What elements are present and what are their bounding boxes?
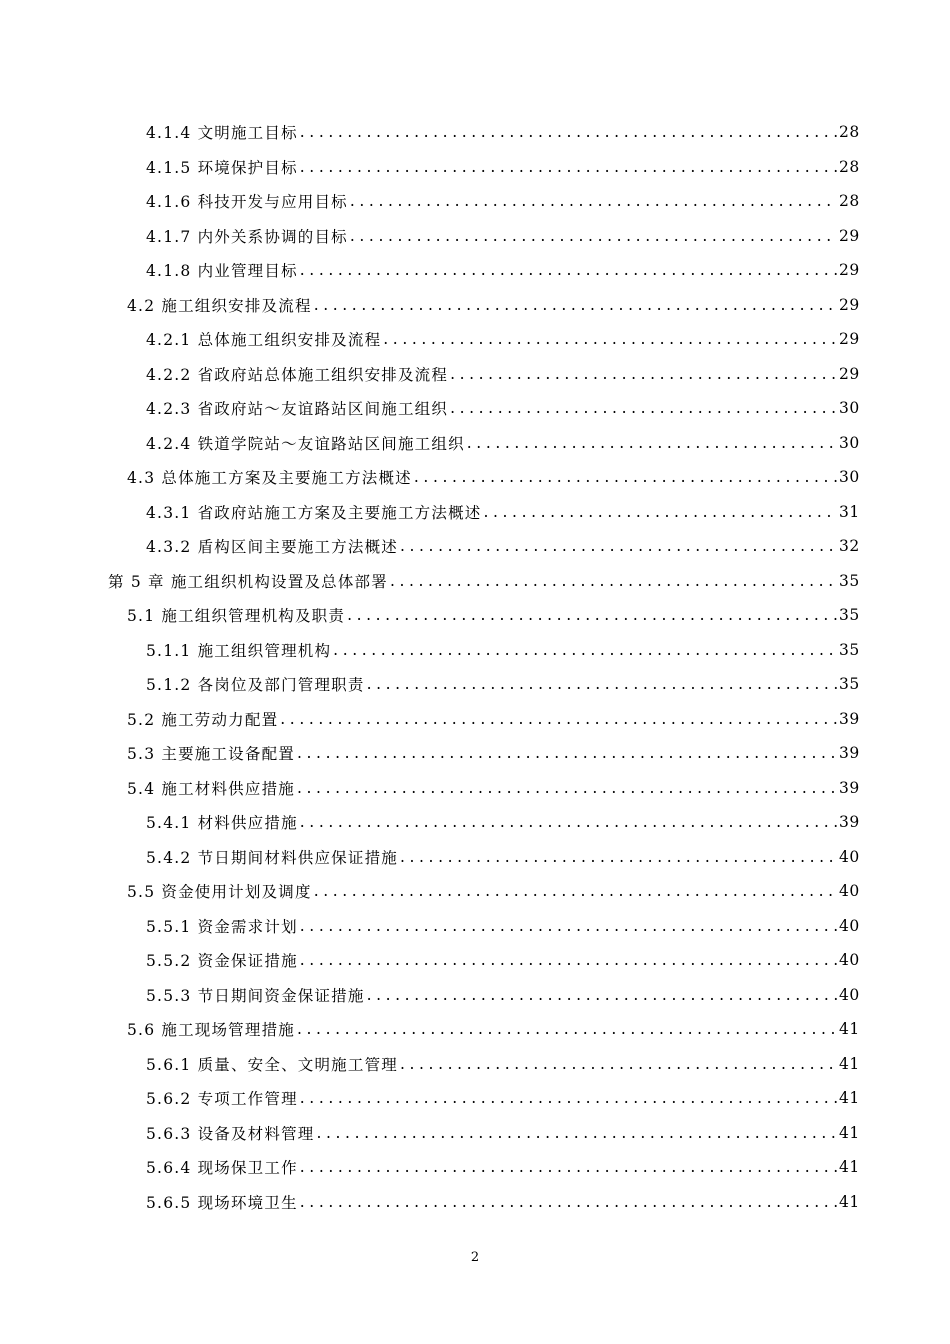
toc-entry-title: 4.3.2 盾构区间主要施工方法概述	[146, 538, 398, 557]
toc-entry-title: 5.4 施工材料供应措施	[127, 779, 295, 798]
toc-entry[interactable]	[0, 322, 950, 357]
toc-entry[interactable]	[0, 805, 950, 840]
page-number: 2	[470, 1250, 480, 1265]
toc-entry[interactable]	[0, 357, 950, 392]
toc-entry-page: 40	[839, 882, 860, 901]
toc-entry[interactable]	[0, 736, 950, 771]
dot-leader	[300, 915, 837, 937]
toc-entry-page: 30	[839, 468, 860, 487]
toc-entry[interactable]	[0, 909, 950, 944]
toc-entry-page: 41	[839, 1089, 860, 1108]
toc-entry[interactable]	[0, 150, 950, 185]
toc-entry-page: 40	[839, 847, 860, 866]
toc-entry-title: 4.2.2 省政府站总体施工组织安排及流程	[146, 365, 449, 384]
toc-entry-page: 29	[839, 261, 860, 280]
dot-leader	[383, 328, 837, 350]
dot-leader	[400, 535, 837, 557]
toc-entry[interactable]	[0, 115, 950, 150]
toc-entry-title: 5.5.1 资金需求计划	[146, 917, 298, 936]
dot-leader	[300, 1087, 837, 1109]
toc-entry-title: 4.1.8 内业管理目标	[146, 262, 298, 281]
toc-entry-title: 5.1.2 各岗位及部门管理职责	[146, 676, 365, 695]
toc-entry-page: 39	[839, 813, 860, 832]
toc-entry[interactable]	[0, 840, 950, 875]
toc-entry[interactable]	[0, 1185, 950, 1220]
toc-entry[interactable]	[0, 1150, 950, 1185]
toc-entry-title: 5.6.5 现场环境卫生	[146, 1193, 298, 1212]
dot-leader	[414, 466, 837, 488]
toc-entry-page: 30	[839, 399, 860, 418]
dot-leader	[367, 984, 837, 1006]
toc-entry-page: 41	[839, 1123, 860, 1142]
toc-entry-title: 5.6.1 质量、安全、文明施工管理	[146, 1055, 398, 1074]
toc-entry-title: 5.3 主要施工设备配置	[127, 745, 295, 764]
dot-leader	[350, 225, 837, 247]
toc-entry[interactable]	[0, 1116, 950, 1151]
dot-leader	[297, 742, 837, 764]
dot-leader	[350, 190, 837, 212]
dot-leader	[314, 880, 837, 902]
toc-entry-title: 5.5 资金使用计划及调度	[127, 883, 312, 902]
toc-entry-title: 5.2 施工劳动力配置	[127, 710, 279, 729]
toc-entry-title: 4.1.4 文明施工目标	[146, 124, 298, 143]
dot-leader	[483, 501, 837, 523]
toc-entry-page: 29	[839, 364, 860, 383]
dot-leader	[347, 604, 837, 626]
toc-entry-page: 41	[839, 1158, 860, 1177]
toc-entry-page: 35	[839, 606, 860, 625]
toc-entry-title: 4.3 总体施工方案及主要施工方法概述	[127, 469, 412, 488]
toc-entry-title: 5.1 施工组织管理机构及职责	[127, 607, 346, 626]
dot-leader	[300, 1156, 837, 1178]
toc-entry[interactable]	[0, 391, 950, 426]
dot-leader	[333, 639, 837, 661]
dot-leader	[467, 432, 837, 454]
dot-leader	[297, 1018, 837, 1040]
toc-entry-page: 28	[839, 192, 860, 211]
toc-entry-page: 28	[839, 157, 860, 176]
dot-leader	[450, 397, 837, 419]
toc-entry-title: 5.6.2 专项工作管理	[146, 1090, 298, 1109]
toc-entry[interactable]	[0, 598, 950, 633]
toc-entry-page: 31	[839, 502, 860, 521]
toc-entry-page: 40	[839, 985, 860, 1004]
toc-entry-title: 5.1.1 施工组织管理机构	[146, 641, 332, 660]
toc-entry-page: 41	[839, 1054, 860, 1073]
toc-entry-page: 29	[839, 330, 860, 349]
dot-leader	[390, 570, 837, 592]
toc-entry-title: 5.6 施工现场管理措施	[127, 1021, 295, 1040]
toc-entry-page: 39	[839, 778, 860, 797]
toc-entry[interactable]	[0, 529, 950, 564]
toc-entry[interactable]	[0, 1047, 950, 1082]
toc-entry[interactable]	[0, 943, 950, 978]
toc-entry-title: 4.1.5 环境保护目标	[146, 158, 298, 177]
toc-entry-title: 5.5.2 资金保证措施	[146, 952, 298, 971]
dot-leader	[367, 673, 837, 695]
toc-entry-page: 35	[839, 571, 860, 590]
toc-entry-page: 28	[839, 123, 860, 142]
toc-entry-page: 41	[839, 1020, 860, 1039]
toc-entry-page: 29	[839, 226, 860, 245]
toc-entry-title: 5.4.2 节日期间材料供应保证措施	[146, 848, 398, 867]
toc-entry[interactable]	[0, 1081, 950, 1116]
toc-entry-title: 4.2.4 铁道学院站～友谊路站区间施工组织	[146, 434, 465, 453]
toc-entry-page: 39	[839, 744, 860, 763]
toc-entry[interactable]	[0, 460, 950, 495]
dot-leader	[300, 1191, 837, 1213]
toc-entry-page: 40	[839, 916, 860, 935]
table-of-contents	[0, 115, 950, 1219]
toc-entry-title: 第 5 章 施工组织机构设置及总体部署	[108, 572, 388, 591]
toc-entry-page: 30	[839, 433, 860, 452]
toc-entry[interactable]	[0, 253, 950, 288]
toc-entry-title: 5.4.1 材料供应措施	[146, 814, 298, 833]
toc-entry[interactable]	[0, 564, 950, 599]
dot-leader	[400, 1053, 837, 1075]
toc-entry[interactable]	[0, 1012, 950, 1047]
toc-entry[interactable]	[0, 702, 950, 737]
toc-entry[interactable]	[0, 667, 950, 702]
dot-leader	[300, 121, 837, 143]
dot-leader	[280, 708, 837, 730]
toc-entry-title: 4.1.7 内外关系协调的目标	[146, 227, 348, 246]
dot-leader	[316, 1122, 837, 1144]
toc-entry[interactable]	[0, 874, 950, 909]
toc-entry[interactable]	[0, 495, 950, 530]
dot-leader	[297, 777, 837, 799]
toc-entry-page: 39	[839, 709, 860, 728]
toc-entry-title: 4.2.1 总体施工组织安排及流程	[146, 331, 382, 350]
toc-entry-title: 4.1.6 科技开发与应用目标	[146, 193, 348, 212]
toc-entry-page: 41	[839, 1192, 860, 1211]
toc-entry-page: 29	[839, 295, 860, 314]
toc-entry[interactable]	[0, 771, 950, 806]
dot-leader	[300, 259, 837, 281]
toc-entry-title: 4.2 施工组织安排及流程	[127, 296, 312, 315]
dot-leader	[300, 949, 837, 971]
dot-leader	[300, 811, 837, 833]
toc-entry[interactable]	[0, 219, 950, 254]
toc-entry-title: 5.5.3 节日期间资金保证措施	[146, 986, 365, 1005]
toc-entry-page: 32	[839, 537, 860, 556]
toc-entry[interactable]	[0, 184, 950, 219]
toc-entry-title: 4.2.3 省政府站～友谊路站区间施工组织	[146, 400, 449, 419]
dot-leader	[400, 846, 837, 868]
dot-leader	[450, 363, 837, 385]
toc-entry-title: 5.6.3 设备及材料管理	[146, 1124, 315, 1143]
toc-entry-title: 5.6.4 现场保卫工作	[146, 1159, 298, 1178]
dot-leader	[314, 294, 837, 316]
toc-entry-page: 35	[839, 675, 860, 694]
toc-entry[interactable]	[0, 978, 950, 1013]
toc-entry-title: 4.3.1 省政府站施工方案及主要施工方法概述	[146, 503, 482, 522]
toc-entry[interactable]	[0, 288, 950, 323]
toc-entry-page: 40	[839, 951, 860, 970]
dot-leader	[300, 156, 837, 178]
toc-entry[interactable]	[0, 633, 950, 668]
toc-entry-page: 35	[839, 640, 860, 659]
toc-entry[interactable]	[0, 426, 950, 461]
